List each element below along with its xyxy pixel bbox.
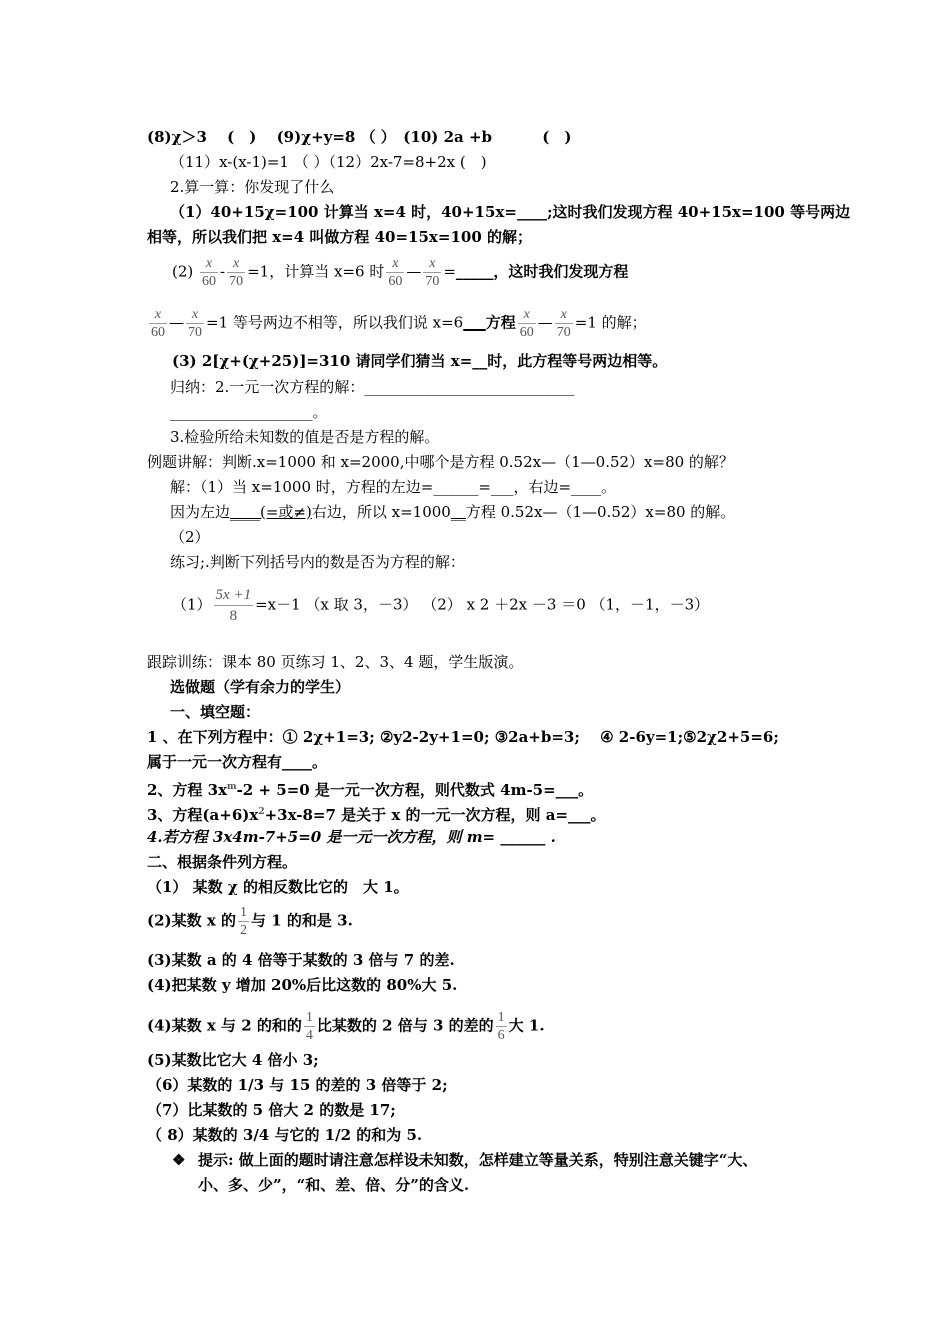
line-judge-8-10: (8)χ＞3 ( ) (9)χ+y=8 （ ） (10) 2a +b ( ) xyxy=(147,128,572,146)
practice-heading: 练习;.判断下列括号内的数是否为方程的解： xyxy=(170,553,465,571)
fraction-x-over-60: $\frac{x}{60}$ xyxy=(151,307,165,340)
line-summary: 归纳：2.一元一次方程的解：____________________________ xyxy=(170,378,575,396)
fill-blank-3: 3、方程$(a+6)x^2+3x-8=7$ 是关于 x 的一元一次方程，则 a=___。 xyxy=(147,806,606,824)
line-calc-1-cont: 相等，所以我们把 x=4 叫做方程 40=15x=100 的解； xyxy=(147,228,532,246)
section-3-heading: 3.检验所给未知数的值是否是方程的解。 xyxy=(170,428,440,446)
line-calc-2: (2) $\frac{x}{60}$ - $\frac{x}{70}$ =1，计算当 x=6 时 $\frac{x}{60}$ — $\frac{x}{70}$ =_____，这时我们发现方程 xyxy=(172,256,629,289)
equation-item-7: （7）比某数的 5 倍大 2 的数是 17; xyxy=(147,1101,396,1119)
equation-item-2: (2)某数 x 的 $\frac{1}{2}$ 与 1 的和是 3. xyxy=(147,905,353,938)
fill-blank-2: 2、方程 $3x^m-2 + 5=0$ 是一元一次方程，则代数式 4m-5=___。 xyxy=(147,781,594,799)
fraction-x-over-60: $\frac{x}{60}$ xyxy=(519,307,534,340)
fill-blank-4: 4.若方程 3x4m-7+5=0 是一元一次方程，则 m= ______ . xyxy=(147,828,556,846)
fill-blank-heading: 一、填空题： xyxy=(170,703,261,721)
example-solution-1: 解：（1）当 x=1000 时，方程的左边=______=___，右边=____。 xyxy=(170,478,617,496)
optional-heading: 选做题（学有余力的学生） xyxy=(170,678,351,696)
line-summary-cont: ___________________。 xyxy=(170,403,328,421)
equation-item-6: （6）某数的 1/3 与 15 的差的 3 倍等于 2; xyxy=(147,1076,448,1094)
fraction-5x-plus-1-over-8: $\frac{5x +1}{8}$ xyxy=(215,587,252,624)
example-solution-part-2: （2） xyxy=(170,528,210,546)
section-2-heading: 2.算一算：你发现了什么 xyxy=(170,178,335,196)
equation-item-3: (3)某数 a 的 4 倍等于某数的 3 倍与 7 的差. xyxy=(147,951,455,969)
line-calc-2-cont: $\frac{x}{60}$ — $\frac{x}{70}$ =1 等号两边不相等，所以我们说 x=6___方程 $\frac{x}{60}$ — $\frac{x}{70}$ =1 的解； xyxy=(151,307,647,340)
equation-item-1: （1） 某数 χ 的相反数比它的 大 1。 xyxy=(147,878,409,896)
fraction-x-over-70: $\frac{x}{70}$ xyxy=(425,256,440,289)
hint-line: ❖ 提示: 做上面的题时请注意怎样设未知数，怎样建立等量关系，特别注意关键字“大、 xyxy=(172,1151,758,1169)
fraction-1-over-6: $\frac{1}{6}$ xyxy=(497,1010,505,1043)
diamond-bullet-icon: ❖ xyxy=(172,1151,186,1169)
equation-heading: 二、根据条件列方程。 xyxy=(147,853,298,871)
fraction-x-over-70: $\frac{x}{70}$ xyxy=(188,307,202,340)
fraction-x-over-60: $\frac{x}{60}$ xyxy=(202,256,217,289)
fraction-1-over-4: $\frac{1}{4}$ xyxy=(305,1010,313,1043)
fraction-x-over-70: $\frac{x}{70}$ xyxy=(229,256,244,289)
tracking-training: 跟踪训练：课本 80 页练习 1、2、3、4 题，学生版演。 xyxy=(147,653,524,671)
line-judge-11-12: （11）x-(x-1)=1 （ ）（12）2x-7=8+2x ( ) xyxy=(170,153,487,171)
fraction-x-over-70: $\frac{x}{70}$ xyxy=(556,307,571,340)
fill-blank-1-cont: 属于一元一次方程有____。 xyxy=(147,753,328,771)
equation-item-4b: (4)某数 x 与 2 的和的 $\frac{1}{4}$ 比某数的 2 倍与 3 的差的 $\frac{1}{6}$ 大 1. xyxy=(147,1010,545,1043)
equation-item-4a: (4)把某数 y 增加 20%后比这数的 80%大 5. xyxy=(147,976,458,994)
fill-blank-1: 1 、在下列方程中：① 2χ+1=3; ②y2-2y+1=0; ③2a+b=3; ④ 2-6y=1;⑤2χ2+5=6; xyxy=(147,728,779,746)
fraction-x-over-60: $\frac{x}{60}$ xyxy=(388,256,403,289)
example-solution-2: 因为左边____(=或≠)右边，所以 x=1000__方程 0.52x—（1—0.52）x=80 的解。 xyxy=(170,503,736,521)
equation-item-5: (5)某数比它大 4 倍小 3; xyxy=(147,1051,319,1069)
line-calc-1: （1）40+15χ=100 计算当 x=4 时，40+15x=____;这时我们发现方程 40+15x=100 等号两边 xyxy=(170,203,851,221)
example-question: 例题讲解：判断.x=1000 和 x=2000,中哪个是方程 0.52x—（1—0.52）x=80 的解？ xyxy=(147,453,734,471)
hint-line-cont: 小、多、少”，“和、差、倍、分”的含义. xyxy=(198,1176,470,1194)
line-calc-3: (3) 2[χ+(χ+25)]=310 请同学们猜当 x=__时，此方程等号两边相等。 xyxy=(172,352,668,370)
practice-items: （1） $\frac{5x +1}{8}$ =x－1 （x 取 3，－3） （2） x 2 ＋2x －3 ＝0 （1，－1，－3） xyxy=(172,587,710,624)
fraction-1-over-2: $\frac{1}{2}$ xyxy=(240,905,248,938)
equation-item-8: （ 8）某数的 3/4 与它的 1/2 的和为 5. xyxy=(147,1126,423,1144)
